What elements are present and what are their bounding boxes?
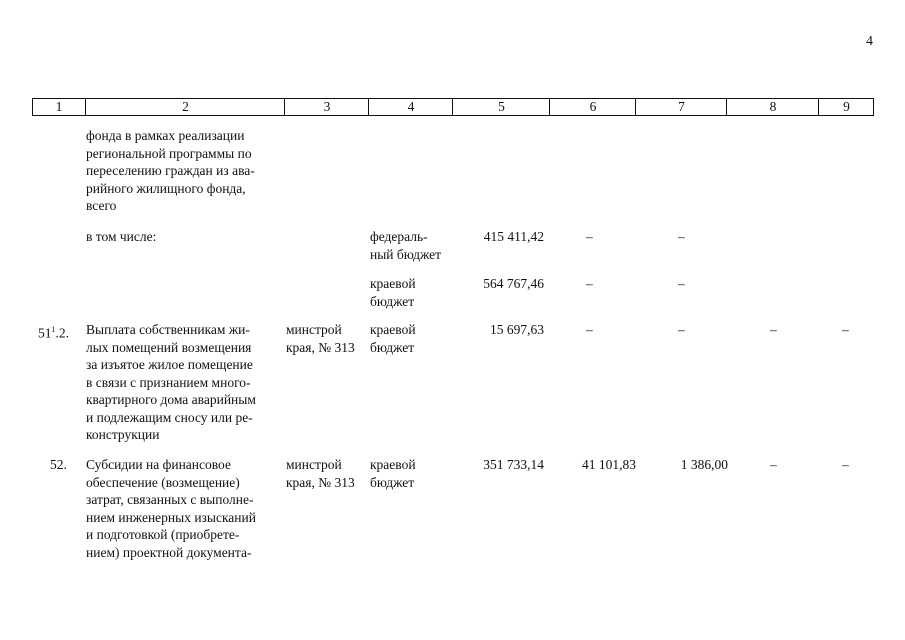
- row-number-52: 52.: [50, 457, 67, 472]
- row-51-col5: 15 697,63: [490, 322, 544, 337]
- regional-amount: 564 767,46: [483, 276, 544, 291]
- header-col-4: 4: [368, 99, 453, 115]
- budget-line: краевой: [370, 322, 416, 337]
- continuation-line: рийного жилищного фонда,: [86, 180, 246, 196]
- description-line: нием инженерных изысканий: [86, 509, 256, 525]
- description-line: затрат, связанных с выполне-: [86, 492, 254, 507]
- row-51-col9: –: [842, 322, 849, 337]
- row-51-col7: –: [678, 322, 685, 337]
- row-52-col7: 1 386,00: [680, 457, 728, 472]
- executor-line: минстрой: [286, 322, 342, 337]
- row-number-sup: 1: [51, 325, 56, 334]
- budget-line: краевой: [370, 457, 416, 472]
- description-line: конструкции: [86, 427, 160, 442]
- continuation-line: переселению граждан из ава-: [86, 163, 255, 178]
- continuation-line: фонда в рамках реализации: [86, 128, 245, 143]
- executor-line: края, № 313: [286, 339, 355, 355]
- table-header-row: [32, 98, 874, 116]
- continuation-description: [86, 127, 278, 215]
- header-col-7: 7: [635, 99, 727, 115]
- row-52-col6: 41 101,83: [582, 457, 636, 472]
- federal-budget-label: [370, 228, 441, 263]
- description-line: обеспечение (возмещение): [86, 474, 240, 490]
- header-col-8: 8: [726, 99, 819, 115]
- continuation-line: региональной программы по: [86, 145, 252, 161]
- description-line: в связи с признанием много-: [86, 374, 251, 390]
- budget-line: федераль-: [370, 229, 428, 244]
- row-51-budget: [370, 321, 416, 356]
- including-label: в том числе:: [86, 229, 157, 244]
- header-col-1: 1: [55, 99, 63, 114]
- federal-col6: –: [586, 229, 593, 244]
- federal-amount: 415 411,42: [483, 229, 544, 244]
- row-number-51-1-2: [38, 321, 69, 342]
- federal-col7: –: [678, 229, 685, 244]
- row-52-col9: –: [842, 457, 849, 472]
- row-52-col5: 351 733,14: [483, 457, 544, 472]
- budget-line: бюджет: [370, 339, 415, 355]
- budget-line: бюджет: [370, 293, 415, 309]
- description-line: и подготовкой (приобрете-: [86, 527, 240, 542]
- header-col-6: 6: [549, 99, 636, 115]
- regional-budget-label: [370, 275, 416, 310]
- row-number-main: 51: [38, 325, 52, 341]
- executor-line: минстрой: [286, 457, 342, 472]
- budget-line: ный бюджет: [370, 246, 442, 262]
- budget-line: краевой: [370, 276, 416, 291]
- row-51-col8: –: [770, 322, 777, 337]
- header-col-3: 3: [284, 99, 369, 115]
- regional-col6: –: [586, 276, 593, 291]
- row-51-col6: –: [586, 322, 593, 337]
- row-51-executor: [286, 321, 355, 356]
- description-line: Выплата собственникам жи-: [86, 322, 250, 337]
- header-col-9: 9: [818, 99, 874, 115]
- row-52-budget: [370, 456, 416, 491]
- description-line: Субсидии на финансовое: [86, 457, 231, 472]
- description-line: квартирного дома аварийным: [86, 392, 256, 407]
- row-number-tail: .2.: [55, 325, 69, 341]
- executor-line: края, № 313: [286, 474, 355, 490]
- description-line: за изъятое жилое помещение: [86, 357, 253, 372]
- row-51-description: [86, 321, 278, 444]
- row-52-executor: [286, 456, 355, 491]
- description-line: нием) проектной документа-: [86, 544, 252, 560]
- header-col-5: 5: [452, 99, 550, 115]
- row-52-col8: –: [770, 457, 777, 472]
- description-line: лых помещений возмещения: [86, 339, 252, 355]
- description-line: и подлежащим сносу или ре-: [86, 409, 253, 425]
- budget-line: бюджет: [370, 474, 415, 490]
- row-52-description: [86, 456, 278, 561]
- regional-col7: –: [678, 276, 685, 291]
- header-col-2: 2: [85, 99, 285, 115]
- page-number: 4: [866, 34, 873, 49]
- continuation-line: всего: [86, 198, 117, 213]
